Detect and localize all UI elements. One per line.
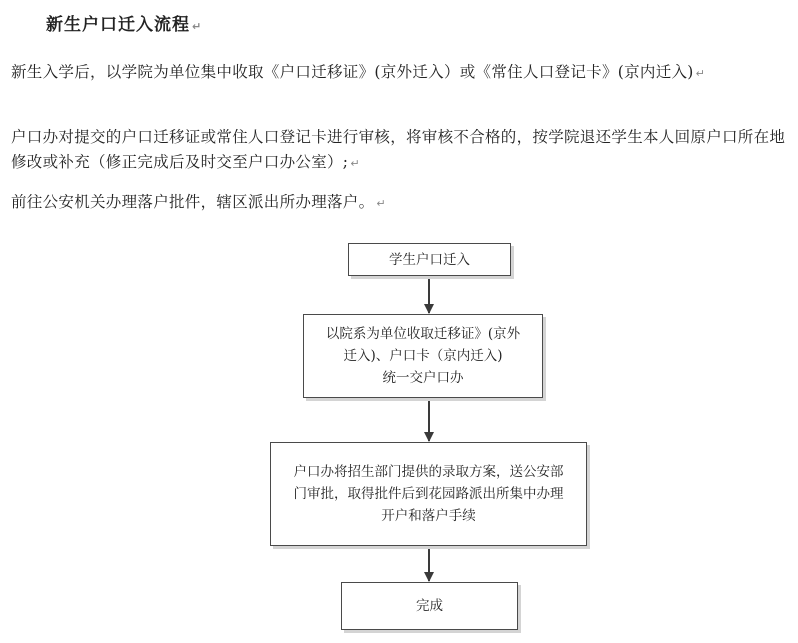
paragraph-3-text: 前往公安机关办理落户批件，辖区派出所办理落户。 — [11, 193, 375, 211]
flow-step-1 — [348, 243, 511, 276]
flow-step-3-text: 户口办将招生部门提供的录取方案，送公安部 门审批，取得批件后到花园路派出所集中办理 开户和落户手续 — [293, 464, 564, 524]
paragraph-mark-icon: ↵ — [192, 20, 203, 33]
paragraph-mark-icon: ↵ — [350, 157, 360, 170]
paragraph-2-text: 户口办对提交的户口迁移证或常住人口登记卡进行审核，将审核不合格的，按学院退还学生本人回原户口所在地修改或补充（修正完成后及时交至户口办公室）; — [11, 128, 786, 171]
paragraph-mark-icon: ↵ — [695, 67, 706, 80]
flow-step-2 — [303, 314, 543, 398]
flow-step-4-text: 完成 — [416, 598, 443, 614]
flow-step-2-text: 以院系为单位收取迁移证》(京外 迁入)、户口卡（京内迁入) 统一交户口办 — [325, 326, 521, 386]
paragraph-1-text: 新生入学后，以学院为单位集中收取《户口迁移证》(京外迁入）或《常住人口登记卡》(京内迁入) — [11, 63, 694, 81]
flow-step-4 — [341, 582, 518, 630]
document-title-text: 新生户口迁入流程 — [46, 15, 190, 35]
flow-step-3 — [270, 442, 587, 546]
flow-step-1-text: 学生户口迁入 — [389, 251, 470, 268]
paragraph-mark-icon: ↵ — [376, 197, 386, 210]
